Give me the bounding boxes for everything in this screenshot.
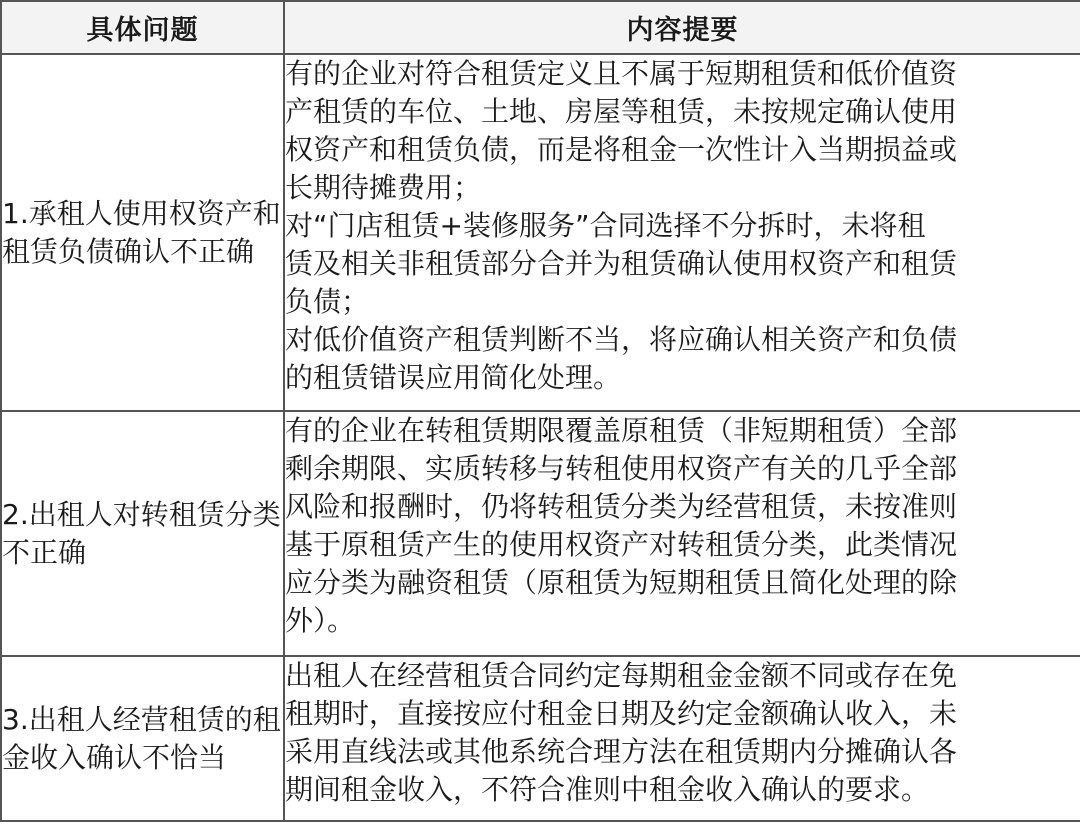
issue-cell: 2.出租人对转租赁分类不正确: [1, 411, 284, 656]
table-row: [1, 411, 1080, 656]
issue-cell: 3.出租人经营租赁的租金收入确认不恰当: [1, 656, 284, 821]
summary-line: 有的企业在转租赁期限覆盖原租赁（非短期租赁）全部: [285, 414, 958, 447]
summary-line: 出租人在经营租赁合同约定每期租金金额不同或存在免: [285, 659, 958, 692]
summary-line: 赁及相关非租赁部分合并为租赁确认使用权资产和租赁: [285, 247, 958, 280]
summary-line: 采用直线法或其他系统合理方法在租赁期内分摊确认各: [285, 735, 958, 768]
summary-line: 风险和报酬时，仍将转租赁分类为经营租赁，未按准则: [285, 490, 958, 523]
summary-cell: [284, 54, 1080, 411]
summary-cell: [284, 656, 1080, 821]
summary-cell: [284, 411, 1080, 656]
summary-line: 基于原租赁产生的使用权资产对转租赁分类，此类情况: [285, 528, 958, 561]
summary-line: 产租赁的车位、土地、房屋等租赁，未按规定确认使用: [285, 95, 958, 128]
summary-line: 外）。: [285, 604, 356, 637]
header-summary: 内容提要: [284, 1, 1080, 54]
summary-line: 应分类为融资租赁（原租赁为短期租赁且简化处理的除: [285, 566, 958, 599]
header-row: [1, 1, 1080, 54]
summary-line: 有的企业对符合租赁定义且不属于短期租赁和低价值资: [285, 57, 958, 90]
issue-cell: 1.承租人使用权资产和租赁负债确认不正确: [1, 54, 284, 411]
summary-line: 权资产和租赁负债，而是将租金一次性计入当期损益或: [285, 133, 958, 166]
table-row: [1, 656, 1080, 821]
table-row: [1, 54, 1080, 411]
summary-line: 的租赁错误应用简化处理。: [285, 361, 622, 394]
header-issue: 具体问题: [1, 1, 284, 54]
summary-line: 负债；: [285, 285, 370, 318]
summary-line: 对低价值资产租赁判断不当，将应确认相关资产和负债: [285, 323, 958, 356]
summary-line: 剩余期限、实质转移与转租使用权资产有关的几乎全部: [285, 452, 958, 485]
summary-line: 对“门店租赁+装修服务”合同选择不分拆时，未将租: [285, 209, 926, 242]
summary-line: 长期待摊费用；: [285, 171, 482, 204]
summary-line: 租期时，直接按应付租金日期及约定金额确认收入，未: [285, 697, 958, 730]
summary-line: 期间租金收入，不符合准则中租金收入确认的要求。: [285, 773, 930, 806]
